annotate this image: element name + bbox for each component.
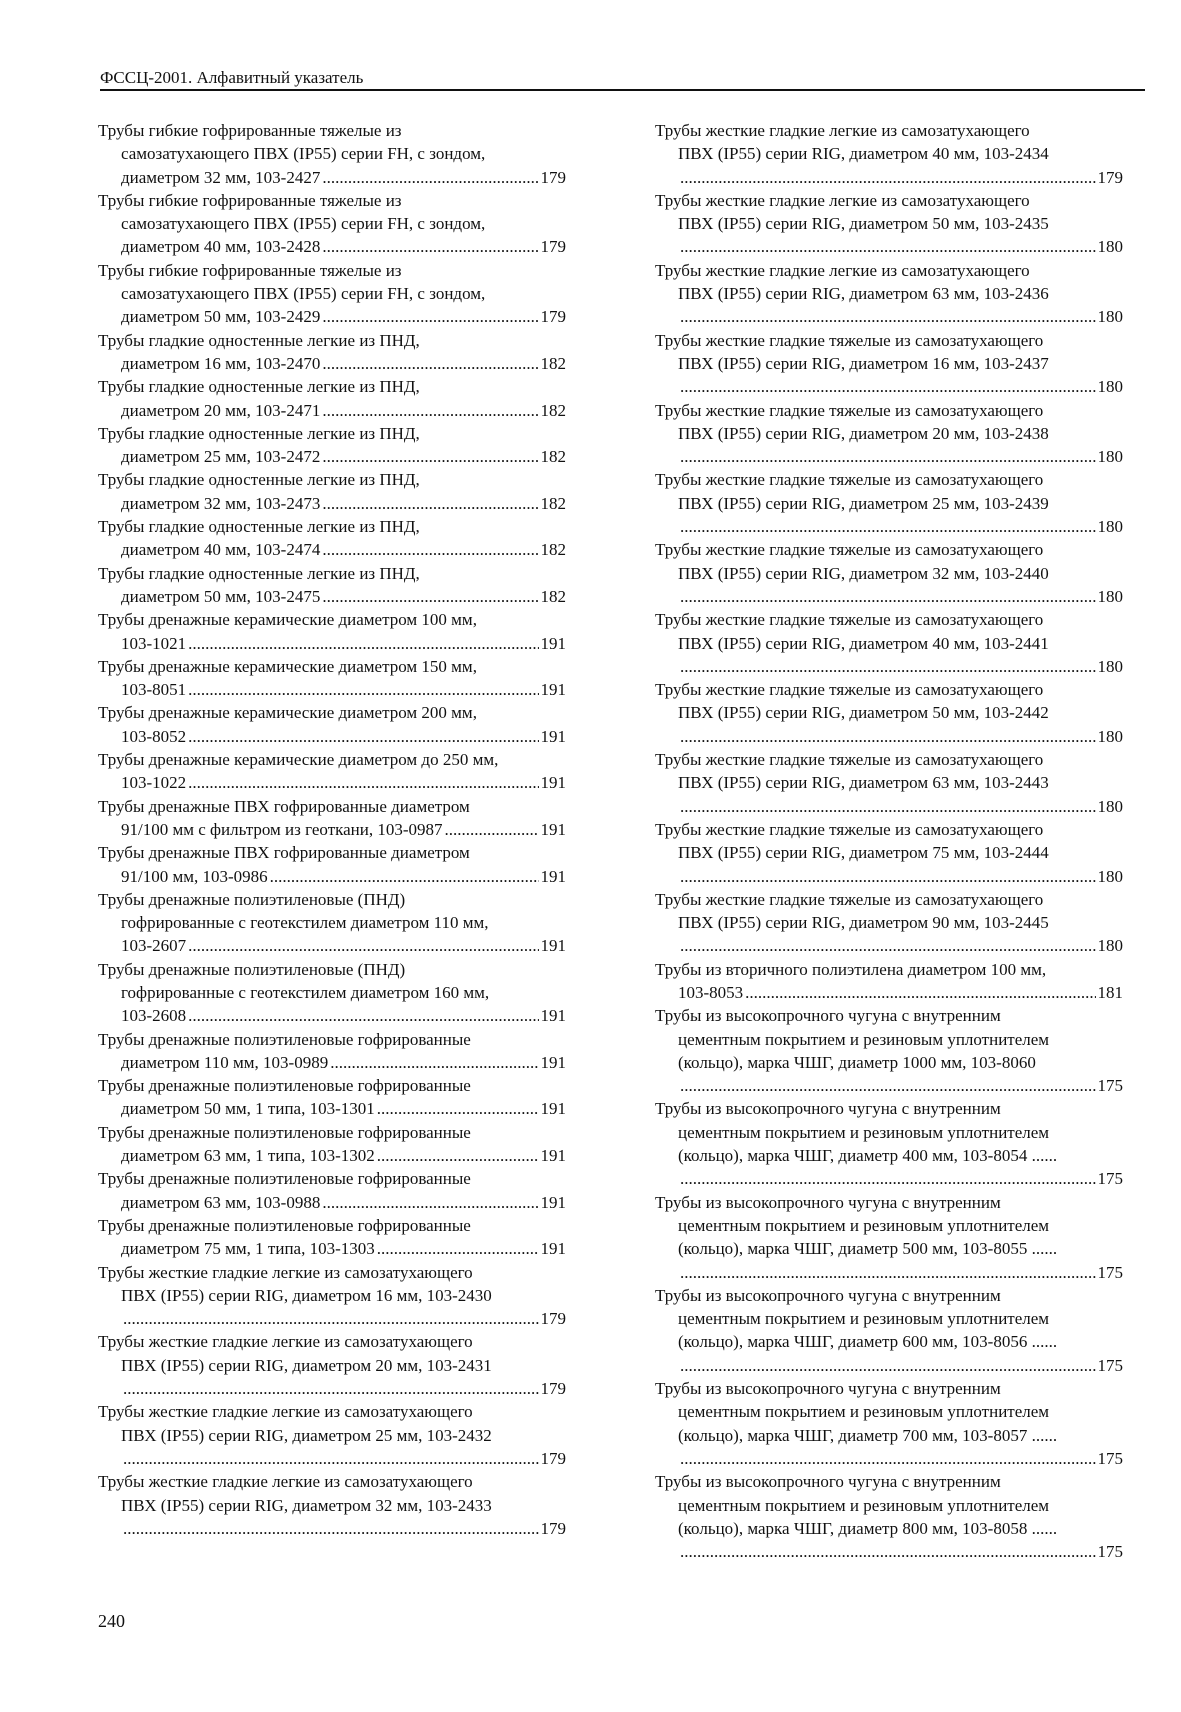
entry-reference-line: [98, 1307, 566, 1330]
entry-reference-line: [98, 1144, 566, 1167]
entry-reference-line: [655, 235, 1123, 258]
entry-reference-line: [98, 166, 566, 189]
entry-heading-line: Трубы жесткие гладкие тяжелые из самозатухающего: [655, 470, 1044, 490]
entry-tail: 103-2608: [121, 1006, 187, 1026]
dot-leader: [680, 585, 1096, 608]
dot-leader: [745, 981, 1095, 1004]
entry-page-ref: 175: [1097, 1076, 1123, 1096]
index-entry: [98, 189, 566, 259]
entry-tail: диаметром 50 мм, 103-2475: [121, 586, 321, 606]
entry-heading-line: Трубы гибкие гофрированные тяжелые из: [98, 260, 402, 280]
entry-heading-line: Трубы жесткие гладкие тяжелые из самозатухающего: [655, 330, 1044, 350]
index-entry: [655, 468, 1123, 538]
dot-leader: [680, 305, 1096, 328]
entry-heading-line: Трубы жесткие гладкие легкие из самозатухающего: [655, 121, 1030, 140]
index-entry: [655, 1377, 1123, 1470]
entry-page-ref: 179: [540, 1448, 566, 1468]
entry-reference-line: [655, 1261, 1123, 1284]
dot-leader: [680, 235, 1096, 258]
dot-leader: [680, 725, 1096, 748]
entry-reference-line: [98, 1237, 566, 1260]
index-entry: [655, 888, 1123, 958]
entry-heading-line: Трубы дренажные полиэтиленовые гофрированные: [98, 1169, 471, 1189]
entry-tail: диаметром 50 мм, 103-2429: [121, 307, 321, 327]
index-entry: [98, 1074, 566, 1121]
entry-reference-line: [655, 166, 1123, 189]
dot-leader: [322, 1191, 538, 1214]
index-entry: [655, 1470, 1123, 1563]
entry-page-ref: 180: [1097, 517, 1123, 537]
index-entry: [98, 422, 566, 469]
entry-reference-line: [655, 795, 1123, 818]
dot-leader: [445, 818, 539, 841]
dot-leader: [680, 375, 1096, 398]
entry-tail: диаметром 50 мм, 1 типа, 103-1301: [121, 1099, 375, 1119]
entry-continuation-line: ПВХ (IP55) серии RIG, диаметром 20 мм, 103-2438: [678, 423, 1049, 443]
dot-leader: [680, 515, 1096, 538]
entry-page-ref: 191: [540, 866, 566, 886]
entry-heading-line: Трубы из высокопрочного чугуна с внутренним: [655, 1099, 1001, 1119]
index-entry: [98, 608, 566, 655]
entry-continuation-line: ПВХ (IP55) серии RIG, диаметром 16 мм, 103-2437: [678, 353, 1049, 373]
entry-reference-line: [655, 305, 1123, 328]
entry-page-ref: 179: [540, 1379, 566, 1399]
entry-reference-line: [655, 585, 1123, 608]
dot-leader: [680, 934, 1096, 957]
entry-continuation-line: цементным покрытием и резиновым уплотнителем: [678, 1495, 1050, 1515]
dot-leader: [322, 166, 538, 189]
dot-leader: [322, 585, 538, 608]
index-entry: [98, 1400, 566, 1470]
entry-page-ref: 191: [540, 773, 566, 793]
entry-continuation-line: ПВХ (IP55) серии RIG, диаметром 50 мм, 103-2435: [678, 214, 1049, 234]
dot-leader: [322, 352, 538, 375]
index-entry: [98, 958, 566, 1028]
entry-continuation-line: цементным покрытием и резиновым уплотнителем: [678, 1309, 1050, 1329]
entry-tail: диаметром 75 мм, 1 типа, 103-1303: [121, 1239, 375, 1259]
entry-continuation-line: цементным покрытием и резиновым уплотнителем: [678, 1402, 1050, 1422]
index-entry: [98, 375, 566, 422]
entry-continuation-line: гофрированные с геотекстилем диаметром 110 мм,: [121, 913, 489, 933]
entry-continuation-line: ПВХ (IP55) серии RIG, диаметром 63 мм, 103-2436: [678, 284, 1049, 304]
index-entry: [98, 1261, 566, 1331]
index-entry: [655, 1097, 1123, 1190]
entry-reference-line: [98, 1051, 566, 1074]
entry-heading-line: Трубы из высокопрочного чугуна с внутренним: [655, 1285, 1001, 1305]
entry-continuation-line: (кольцо), марка ЧШГ, диаметр 700 мм, 103-8057 ......: [678, 1425, 1058, 1445]
entry-tail: диаметром 16 мм, 103-2470: [121, 353, 321, 373]
entry-page-ref: 182: [540, 400, 566, 420]
entry-continuation-line: (кольцо), марка ЧШГ, диаметр 1000 мм, 103-8060: [678, 1052, 1036, 1072]
entry-continuation-line: ПВХ (IP55) серии RIG, диаметром 75 мм, 103-2444: [678, 843, 1049, 863]
entry-heading-line: Трубы из высокопрочного чугуна с внутренним: [655, 1006, 1001, 1026]
entry-reference-line: [655, 1447, 1123, 1470]
entry-reference-line: [98, 305, 566, 328]
entry-heading-line: Трубы дренажные керамические диаметром 150 мм,: [98, 656, 477, 676]
entry-continuation-line: ПВХ (IP55) серии RIG, диаметром 40 мм, 103-2434: [678, 144, 1049, 164]
index-entry: [98, 1028, 566, 1075]
index-entry: [98, 1330, 566, 1400]
entry-reference-line: [655, 515, 1123, 538]
entry-page-ref: 180: [1097, 586, 1123, 606]
dot-leader: [123, 1447, 539, 1470]
entry-heading-line: Трубы из вторичного полиэтилена диаметром 100 мм,: [655, 959, 1047, 979]
entry-heading-line: Трубы из высокопрочного чугуна с внутренним: [655, 1192, 1001, 1212]
entry-page-ref: 191: [540, 819, 566, 839]
entry-continuation-line: ПВХ (IP55) серии RIG, диаметром 25 мм, 103-2432: [121, 1425, 492, 1445]
entry-page-ref: 180: [1097, 866, 1123, 886]
entry-continuation-line: цементным покрытием и резиновым уплотнителем: [678, 1122, 1050, 1142]
index-entry: [98, 259, 566, 329]
entry-page-ref: 180: [1097, 726, 1123, 746]
entry-page-ref: 180: [1097, 377, 1123, 397]
entry-heading-line: Трубы дренажные полиэтиленовые гофрированные: [98, 1029, 471, 1049]
index-entry: [655, 608, 1123, 678]
index-column-right: [655, 119, 1123, 1563]
dot-leader: [680, 1354, 1096, 1377]
entry-heading-line: Трубы гладкие одностенные легкие из ПНД,: [98, 517, 420, 537]
entry-page-ref: 175: [1097, 1169, 1123, 1189]
entry-page-ref: 182: [540, 353, 566, 373]
entry-reference-line: [655, 725, 1123, 748]
dot-leader: [680, 445, 1096, 468]
entry-page-ref: 182: [540, 493, 566, 513]
entry-continuation-line: ПВХ (IP55) серии RIG, диаметром 50 мм, 103-2442: [678, 703, 1049, 723]
entry-heading-line: Трубы дренажные керамические диаметром 200 мм,: [98, 703, 477, 723]
index-entry: [98, 329, 566, 376]
entry-page-ref: 179: [540, 1518, 566, 1538]
entry-heading-line: Трубы жесткие гладкие тяжелые из самозатухающего: [655, 819, 1044, 839]
dot-leader: [680, 1447, 1096, 1470]
index-entry: [655, 259, 1123, 329]
entry-reference-line: [98, 585, 566, 608]
index-entry: [655, 329, 1123, 399]
dot-leader: [680, 1074, 1096, 1097]
dot-leader: [322, 235, 538, 258]
entry-heading-line: Трубы из высокопрочного чугуна с внутренним: [655, 1379, 1001, 1399]
index-entry: [98, 748, 566, 795]
entry-tail: диаметром 63 мм, 103-0988: [121, 1192, 321, 1212]
index-entry: [98, 1470, 566, 1540]
dot-leader: [680, 1540, 1096, 1563]
index-entry: [98, 655, 566, 702]
index-entry: [98, 1214, 566, 1261]
entry-page-ref: 182: [540, 447, 566, 467]
dot-leader: [680, 1167, 1096, 1190]
entry-continuation-line: ПВХ (IP55) серии RIG, диаметром 63 мм, 103-2443: [678, 773, 1049, 793]
entry-continuation-line: цементным покрытием и резиновым уплотнителем: [678, 1029, 1050, 1049]
index-entry: [655, 538, 1123, 608]
entry-page-ref: 191: [540, 1146, 566, 1166]
entry-continuation-line: (кольцо), марка ЧШГ, диаметр 500 мм, 103-8055 ......: [678, 1239, 1058, 1259]
entry-continuation-line: самозатухающего ПВХ (IP55) серии FH, с зондом,: [121, 144, 486, 164]
dot-leader: [680, 865, 1096, 888]
entry-continuation-line: ПВХ (IP55) серии RIG, диаметром 90 мм, 103-2445: [678, 913, 1049, 933]
entry-heading-line: Трубы жесткие гладкие легкие из самозатухающего: [655, 190, 1030, 210]
index-entry: [655, 399, 1123, 469]
entry-page-ref: 179: [1097, 167, 1123, 187]
entry-heading-line: Трубы гибкие гофрированные тяжелые из: [98, 190, 402, 210]
entry-continuation-line: ПВХ (IP55) серии RIG, диаметром 20 мм, 103-2431: [121, 1355, 492, 1375]
entry-page-ref: 191: [540, 726, 566, 746]
entry-reference-line: [98, 1377, 566, 1400]
entry-heading-line: Трубы жесткие гладкие тяжелые из самозатухающего: [655, 750, 1044, 770]
entry-page-ref: 179: [540, 167, 566, 187]
entry-page-ref: 181: [1097, 982, 1123, 1002]
entry-tail: диаметром 40 мм, 103-2428: [121, 237, 321, 257]
index-entry: [655, 1284, 1123, 1377]
entry-reference-line: [98, 934, 566, 957]
entry-tail: 103-1021: [121, 633, 187, 653]
entry-reference-line: [98, 1004, 566, 1027]
index-entry: [655, 958, 1123, 1005]
dot-leader: [322, 399, 538, 422]
index-entry: [98, 888, 566, 958]
entry-heading-line: Трубы жесткие гладкие легкие из самозатухающего: [98, 1262, 473, 1282]
entry-heading-line: Трубы гладкие одностенные легкие из ПНД,: [98, 377, 420, 397]
entry-reference-line: [98, 818, 566, 841]
entry-heading-line: Трубы гладкие одностенные легкие из ПНД,: [98, 563, 420, 583]
entry-page-ref: 191: [540, 680, 566, 700]
index-entry: [98, 841, 566, 888]
entry-page-ref: 179: [540, 1309, 566, 1329]
dot-leader: [188, 678, 538, 701]
entry-reference-line: [655, 1074, 1123, 1097]
entry-reference-line: [655, 865, 1123, 888]
dot-leader: [377, 1144, 539, 1167]
dot-leader: [123, 1307, 539, 1330]
entry-page-ref: 179: [540, 307, 566, 327]
entry-heading-line: Трубы гладкие одностенные легкие из ПНД,: [98, 470, 420, 490]
entry-heading-line: Трубы дренажные керамические диаметром до 250 мм,: [98, 750, 499, 770]
entry-reference-line: [98, 235, 566, 258]
entry-heading-line: Трубы жесткие гладкие тяжелые из самозатухающего: [655, 889, 1044, 909]
entry-heading-line: Трубы жесткие гладкие тяжелые из самозатухающего: [655, 540, 1044, 560]
index-entry: [98, 1167, 566, 1214]
entry-tail: диаметром 40 мм, 103-2474: [121, 540, 321, 560]
entry-page-ref: 179: [540, 237, 566, 257]
entry-heading-line: Трубы дренажные ПВХ гофрированные диаметром: [98, 796, 470, 816]
dot-leader: [330, 1051, 538, 1074]
dot-leader: [188, 934, 538, 957]
index-entry: [655, 119, 1123, 189]
entry-heading-line: Трубы дренажные керамические диаметром 100 мм,: [98, 610, 477, 630]
entry-heading-line: Трубы дренажные полиэтиленовые гофрированные: [98, 1122, 471, 1142]
index-entry: [655, 189, 1123, 259]
dot-leader: [188, 725, 538, 748]
entry-page-ref: 191: [540, 1099, 566, 1119]
index-entry: [655, 748, 1123, 818]
entry-continuation-line: гофрированные с геотекстилем диаметром 160 мм,: [121, 982, 490, 1002]
entry-tail: диаметром 20 мм, 103-2471: [121, 400, 321, 420]
entry-heading-line: Трубы гладкие одностенные легкие из ПНД,: [98, 330, 420, 350]
entry-page-ref: 175: [1097, 1448, 1123, 1468]
entry-page-ref: 191: [540, 936, 566, 956]
entry-heading-line: Трубы дренажные полиэтиленовые гофрированные: [98, 1215, 471, 1235]
entry-reference-line: [655, 981, 1123, 1004]
entry-page-ref: 175: [1097, 1542, 1123, 1562]
entry-tail: 103-1022: [121, 773, 187, 793]
entry-reference-line: [98, 1447, 566, 1470]
index-entry: [655, 678, 1123, 748]
entry-reference-line: [655, 445, 1123, 468]
entry-heading-line: Трубы жесткие гладкие легкие из самозатухающего: [655, 260, 1030, 280]
dot-leader: [322, 305, 538, 328]
index-entry: [98, 468, 566, 515]
entry-reference-line: [98, 771, 566, 794]
index-entry: [655, 1191, 1123, 1284]
entry-continuation-line: цементным покрытием и резиновым уплотнителем: [678, 1215, 1050, 1235]
entry-page-ref: 180: [1097, 656, 1123, 676]
entry-continuation-line: самозатухающего ПВХ (IP55) серии FH, с зондом,: [121, 214, 486, 234]
entry-heading-line: Трубы жесткие гладкие легкие из самозатухающего: [98, 1402, 473, 1422]
entry-heading-line: Трубы из высокопрочного чугуна с внутренним: [655, 1472, 1001, 1492]
entry-reference-line: [655, 934, 1123, 957]
entry-reference-line: [98, 632, 566, 655]
entry-heading-line: Трубы гладкие одностенные легкие из ПНД,: [98, 423, 420, 443]
entry-heading-line: Трубы дренажные полиэтиленовые гофрированные: [98, 1076, 471, 1096]
index-entry: [98, 1121, 566, 1168]
entry-page-ref: 191: [540, 1192, 566, 1212]
entry-page-ref: 180: [1097, 237, 1123, 257]
entry-heading-line: Трубы дренажные полиэтиленовые (ПНД): [98, 889, 406, 909]
entry-reference-line: [655, 1354, 1123, 1377]
dot-leader: [322, 538, 538, 561]
index-entry: [98, 515, 566, 562]
entry-heading-line: Трубы жесткие гладкие легкие из самозатухающего: [98, 1472, 473, 1492]
entry-reference-line: [98, 538, 566, 561]
entry-page-ref: 182: [540, 540, 566, 560]
entry-tail: диаметром 110 мм, 103-0989: [121, 1052, 329, 1072]
entry-continuation-line: ПВХ (IP55) серии RIG, диаметром 25 мм, 103-2439: [678, 493, 1049, 513]
entry-page-ref: 180: [1097, 936, 1123, 956]
index-entry: [98, 701, 566, 748]
entry-reference-line: [98, 725, 566, 748]
entry-tail: 103-8052: [121, 726, 187, 746]
entry-page-ref: 191: [540, 633, 566, 653]
index-entry: [655, 818, 1123, 888]
index-entry: [98, 562, 566, 609]
entry-reference-line: [98, 352, 566, 375]
entry-page-ref: 180: [1097, 796, 1123, 816]
entry-reference-line: [98, 865, 566, 888]
entry-reference-line: [655, 375, 1123, 398]
dot-leader: [188, 771, 538, 794]
dot-leader: [680, 1261, 1096, 1284]
entry-page-ref: 180: [1097, 307, 1123, 327]
entry-tail: 103-2607: [121, 936, 187, 956]
entry-reference-line: [655, 1167, 1123, 1190]
page-header: [100, 68, 1145, 91]
entry-page-ref: 175: [1097, 1355, 1123, 1375]
index-entry: [98, 119, 566, 189]
entry-heading-line: Трубы жесткие гладкие тяжелые из самозатухающего: [655, 680, 1044, 700]
dot-leader: [680, 795, 1096, 818]
entry-reference-line: [98, 399, 566, 422]
entry-continuation-line: ПВХ (IP55) серии RIG, диаметром 16 мм, 103-2430: [121, 1285, 492, 1305]
index-column-left: [98, 119, 566, 1540]
entry-reference-line: [98, 1097, 566, 1120]
entry-tail: диаметром 25 мм, 103-2472: [121, 447, 321, 467]
entry-continuation-line: ПВХ (IP55) серии RIG, диаметром 40 мм, 103-2441: [678, 633, 1049, 653]
index-entry: [98, 795, 566, 842]
dot-leader: [322, 492, 538, 515]
entry-heading-line: Трубы дренажные ПВХ гофрированные диаметром: [98, 843, 470, 863]
entry-continuation-line: ПВХ (IP55) серии RIG, диаметром 32 мм, 103-2433: [121, 1495, 492, 1515]
entry-heading-line: Трубы гибкие гофрированные тяжелые из: [98, 121, 402, 140]
entry-page-ref: 182: [540, 586, 566, 606]
entry-reference-line: [655, 1540, 1123, 1563]
page-number: 240: [98, 1611, 125, 1631]
entry-heading-line: Трубы жесткие гладкие тяжелые из самозатухающего: [655, 610, 1044, 630]
entry-continuation-line: (кольцо), марка ЧШГ, диаметр 800 мм, 103-8058 ......: [678, 1518, 1058, 1538]
entry-heading-line: Трубы жесткие гладкие легкие из самозатухающего: [98, 1332, 473, 1352]
entry-page-ref: 175: [1097, 1262, 1123, 1282]
dot-leader: [680, 166, 1096, 189]
entry-heading-line: Трубы жесткие гладкие тяжелые из самозатухающего: [655, 400, 1044, 420]
entry-reference-line: [98, 445, 566, 468]
entry-tail: диаметром 32 мм, 103-2427: [121, 167, 321, 187]
entry-reference-line: [655, 655, 1123, 678]
entry-continuation-line: (кольцо), марка ЧШГ, диаметр 400 мм, 103-8054 ......: [678, 1146, 1058, 1166]
dot-leader: [123, 1517, 539, 1540]
entry-page-ref: 191: [540, 1052, 566, 1072]
dot-leader: [377, 1237, 539, 1260]
entry-tail: диаметром 63 мм, 1 типа, 103-1302: [121, 1146, 375, 1166]
entry-tail: 91/100 мм, 103-0986: [121, 866, 268, 886]
entry-page-ref: 191: [540, 1239, 566, 1259]
entry-continuation-line: (кольцо), марка ЧШГ, диаметр 600 мм, 103-8056 ......: [678, 1332, 1058, 1352]
page-header-title: ФССЦ-2001. Алфавитный указатель: [100, 68, 364, 87]
entry-tail: диаметром 32 мм, 103-2473: [121, 493, 321, 513]
entry-reference-line: [98, 1517, 566, 1540]
entry-heading-line: Трубы дренажные полиэтиленовые (ПНД): [98, 959, 406, 979]
entry-page-ref: 191: [540, 1006, 566, 1026]
entry-tail: 91/100 мм с фильтром из геоткани, 103-0987: [121, 819, 443, 839]
dot-leader: [270, 865, 539, 888]
dot-leader: [123, 1377, 539, 1400]
entry-page-ref: 180: [1097, 447, 1123, 467]
entry-reference-line: [98, 492, 566, 515]
entry-continuation-line: самозатухающего ПВХ (IP55) серии FH, с зондом,: [121, 284, 486, 304]
dot-leader: [680, 655, 1096, 678]
index-entry: [655, 1004, 1123, 1097]
dot-leader: [377, 1097, 539, 1120]
entry-tail: 103-8051: [121, 680, 187, 700]
dot-leader: [188, 632, 538, 655]
entry-continuation-line: ПВХ (IP55) серии RIG, диаметром 32 мм, 103-2440: [678, 563, 1049, 583]
entry-reference-line: [98, 678, 566, 701]
dot-leader: [188, 1004, 538, 1027]
entry-tail: 103-8053: [678, 982, 744, 1002]
entry-reference-line: [98, 1191, 566, 1214]
dot-leader: [322, 445, 538, 468]
